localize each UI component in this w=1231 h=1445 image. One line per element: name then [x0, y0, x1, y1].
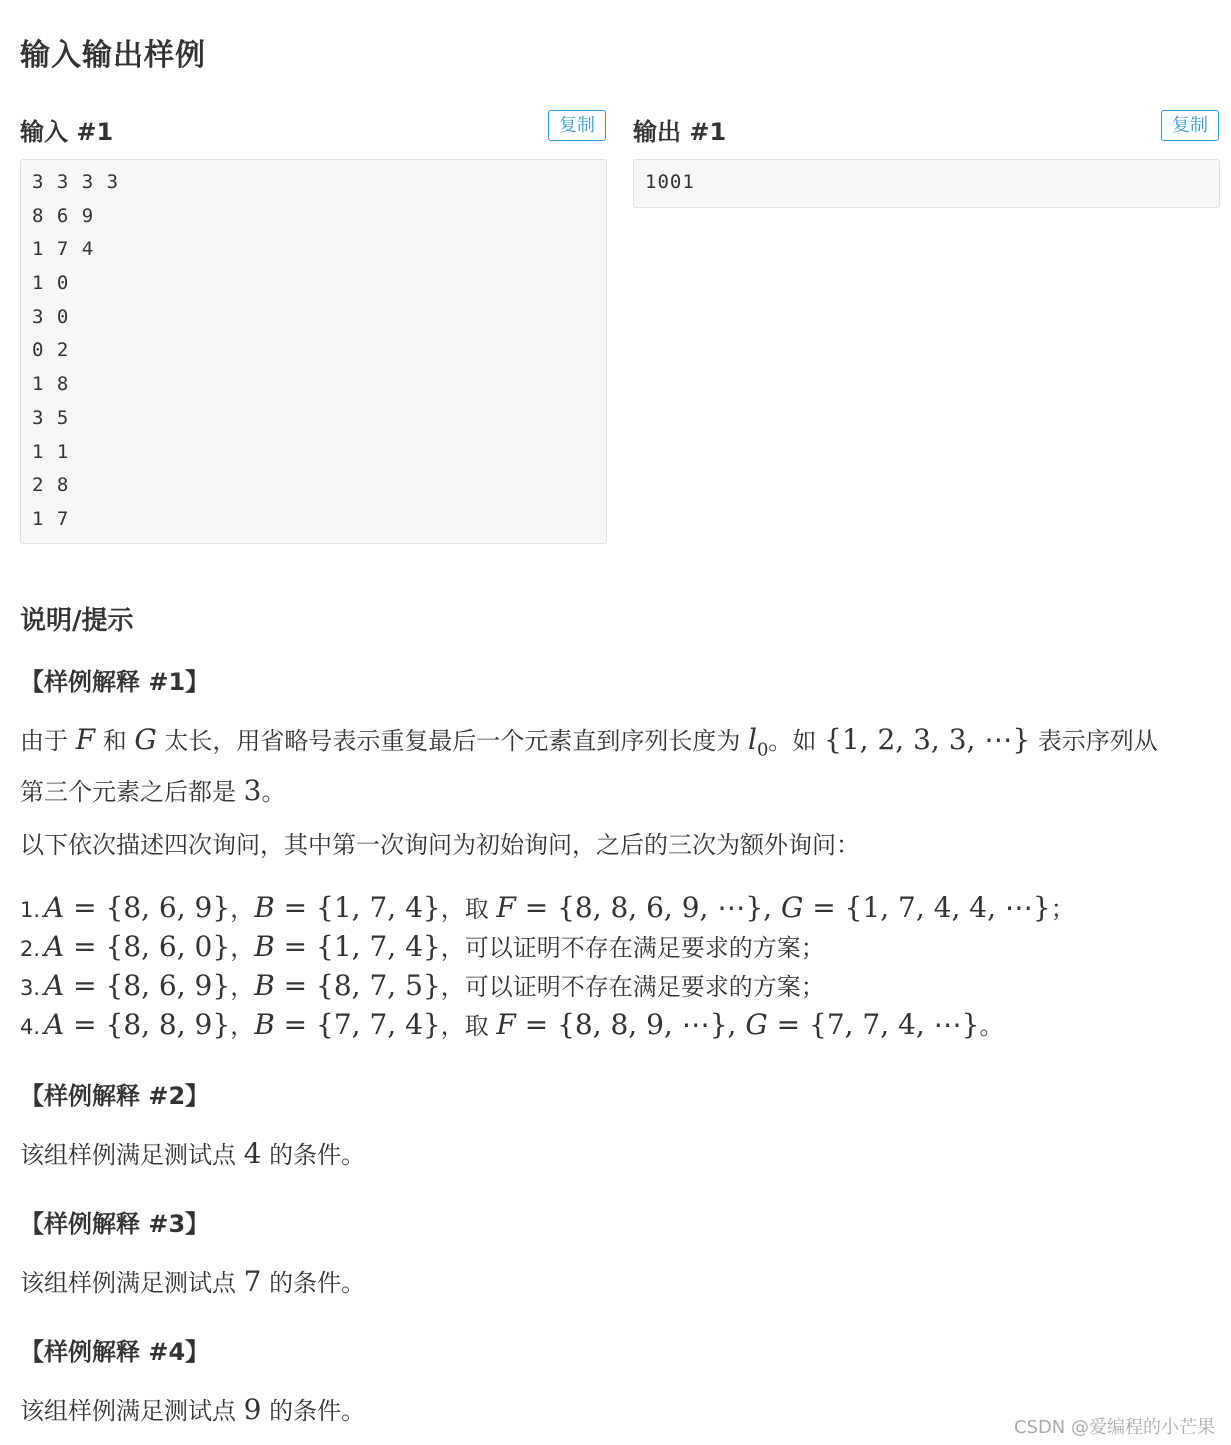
code-line: 3 0 [32, 305, 70, 328]
list-item: 2. A = {8, 6, 0}，B = {1, 7, 4}，可以证明不存在满足要求的方案； [19, 930, 825, 963]
input-code-box [20, 159, 607, 544]
query-list [0, 888, 1075, 1044]
code-line: 1 7 4 [32, 238, 95, 261]
code-line: 1 1 [32, 440, 70, 463]
sample-heading: 【样例解释 #4】 [20, 1338, 210, 1366]
sample-heading: 【样例解释 #3】 [20, 1210, 210, 1238]
output-code-box [633, 159, 1220, 208]
hint-title: 说明/提示 [20, 606, 134, 636]
list-item: 3. A = {8, 6, 9}，B = {8, 7, 5}，可以证明不存在满足要求的方案； [19, 969, 825, 1002]
code-line: 1 7 [32, 507, 70, 530]
code-line: 2 8 [32, 474, 70, 497]
watermark: CSDN @爱编程的小芒果 [1013, 1417, 1215, 1438]
sample-heading: 【样例解释 #2】 [20, 1082, 210, 1110]
code-line: 3 5 [32, 406, 70, 429]
list-item: 4. A = {8, 8, 9}，B = {7, 7, 4}，取 F = {8, 8, 9, ⋯}, G = {7, 7, 4, ⋯}。 [19, 1008, 1004, 1041]
copy-output-button[interactable]: 复制 [1161, 110, 1219, 141]
sample-text: 该组样例满足测试点 7 的条件。 [20, 1265, 366, 1298]
output-label: 输出 #1 [633, 118, 727, 146]
sample-text: 该组样例满足测试点 9 的条件。 [20, 1393, 366, 1426]
code-line: 0 2 [32, 339, 70, 362]
page-title: 输入输出样例 [20, 38, 206, 73]
code-line: 1001 [645, 171, 695, 193]
sample-text: 该组样例满足测试点 4 的条件。 [20, 1137, 366, 1170]
sample-heading: 【样例解释 #1】 [20, 668, 210, 696]
explanation-paragraph: 由于 F 和 G 太长，用省略号表示重复最后一个元素直到序列长度为 $l_0$。如 {1, 2, 3, 3, ⋯} 表示序列从 第三个元素之后都是 3。 [20, 723, 1158, 807]
code-line: 8 6 9 [32, 204, 95, 227]
query-description: 以下依次描述四次询问，其中第一次询问为初始询问，之后的三次为额外询问： [20, 831, 860, 859]
list-item: 1. A = {8, 6, 9}，B = {1, 7, 4}，取 F = {8, 8, 6, 9, ⋯}, G = {1, 7, 4, 4, ⋯}； [19, 891, 1075, 924]
input-label: 输入 #1 [20, 118, 114, 146]
copy-input-button[interactable]: 复制 [548, 110, 606, 141]
code-line: 1 8 [32, 373, 70, 396]
code-line: 3 3 3 3 [32, 171, 120, 193]
code-line: 1 0 [32, 272, 70, 295]
